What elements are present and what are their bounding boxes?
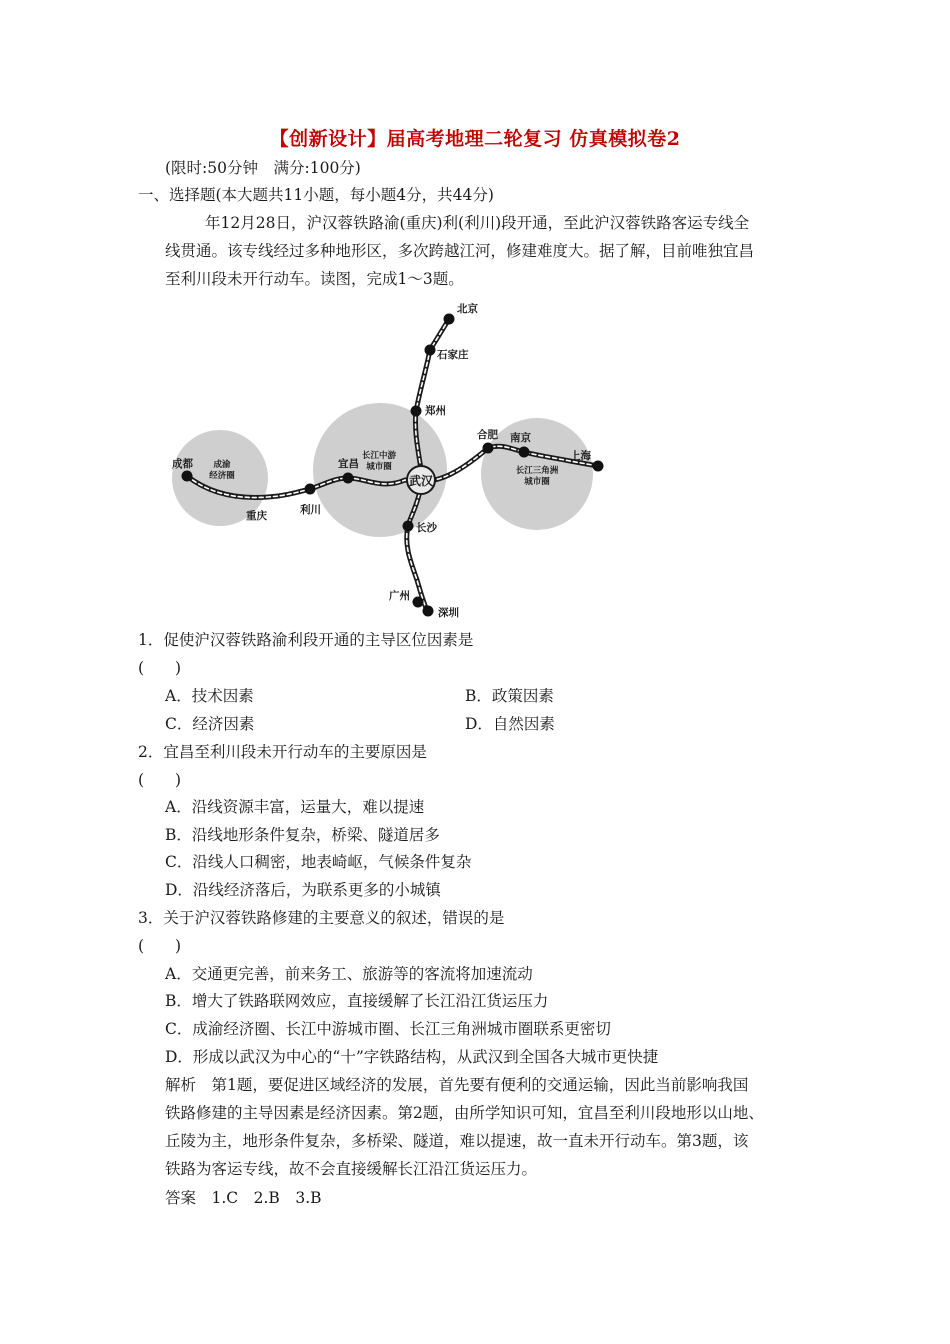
- intro-line: 至利川段未开行动车。读图，完成1～3题。: [165, 270, 464, 288]
- label-chengyu-region: 成渝: [213, 460, 231, 470]
- time-score-info: (限时:50分钟 满分:100分): [165, 159, 361, 177]
- label-wuhan: 武汉: [409, 474, 434, 488]
- label-chengdu: 成都: [172, 458, 193, 470]
- station-beijing-dot: [444, 314, 455, 325]
- page-title: 【创新设计】届高考地理二轮复习 仿真模拟卷2: [269, 128, 681, 150]
- railway-map: [160, 298, 610, 628]
- label-shanghai: 上海: [570, 450, 591, 462]
- question-3-option-b[interactable]: B．增大了铁路联网效应，直接缓解了长江沿江货运压力: [165, 992, 549, 1010]
- analysis-line: 铁路修建的主导因素是经济因素。第2题，由所学知识可知，宜昌至利川段地形以山地、: [165, 1104, 764, 1122]
- station-chengdu-dot: [182, 471, 193, 482]
- station-shanghai-dot: [593, 461, 604, 472]
- station-guangzhou-dot: [413, 597, 424, 608]
- station-nanjing-dot: [519, 447, 530, 458]
- station-shijiazhuang-dot: [425, 345, 436, 356]
- analysis-line: 丘陵为主，地形条件复杂，多桥梁、隧道，难以提速，故一直未开行动车。第3题，该: [165, 1132, 749, 1150]
- question-1-option-a[interactable]: A．技术因素: [165, 687, 254, 705]
- intro-line: 年12月28日，沪汉蓉铁路渝(重庆)利(利川)段开通，至此沪汉蓉铁路客运专线全: [205, 214, 750, 232]
- question-2-option-d[interactable]: D．沿线经济落后，为联系更多的小城镇: [165, 881, 441, 899]
- question-1-option-c[interactable]: C．经济因素: [165, 715, 255, 733]
- label-changsha: 长沙: [416, 522, 437, 534]
- label-changjiang-mid-region: 长江中游: [361, 451, 397, 461]
- station-zhengzhou-dot: [411, 406, 422, 417]
- label-zhengzhou: 郑州: [425, 405, 446, 417]
- label-delta-region: 城市圈: [524, 477, 550, 487]
- question-3-option-d[interactable]: D．形成以武汉为中心的“十”字铁路结构，从武汉到全国各大城市更快捷: [165, 1048, 659, 1066]
- question-3-answer-bracket[interactable]: ( ): [138, 937, 182, 955]
- question-3-stem: 3．关于沪汉蓉铁路修建的主要意义的叙述，错误的是: [138, 909, 505, 927]
- label-hefei: 合肥: [477, 429, 498, 441]
- label-guangzhou: 广州: [389, 590, 410, 602]
- question-2-option-a[interactable]: A．沿线资源丰富，运量大，难以提速: [165, 798, 425, 816]
- analysis-line: 解析 第1题，要促进区域经济的发展，首先要有便利的交通运输，因此当前影响我国: [165, 1076, 749, 1094]
- label-chengyu-region: 经济圈: [209, 471, 235, 481]
- question-3-option-c[interactable]: C．成渝经济圈、长江中游城市圈、长江三角洲城市圈联系更密切: [165, 1020, 611, 1038]
- question-1-option-b[interactable]: B．政策因素: [465, 687, 554, 705]
- question-2-stem: 2．宜昌至利川段未开行动车的主要原因是: [138, 743, 427, 761]
- label-chongqing: 重庆: [246, 510, 267, 522]
- station-hefei-dot: [483, 443, 494, 454]
- answer-key: 答案 1.C 2.B 3.B: [165, 1189, 322, 1207]
- question-2-option-c[interactable]: C．沿线人口稠密，地表崎岖，气候条件复杂: [165, 853, 472, 871]
- label-yichang: 宜昌: [338, 458, 359, 470]
- station-yichang-dot: [343, 473, 354, 484]
- label-shijiazhuang: 石家庄: [437, 349, 469, 361]
- station-changsha-dot: [403, 521, 414, 532]
- label-changjiang-mid-region: 城市圈: [366, 462, 392, 472]
- section-heading: 一、选择题(本大题共11小题，每小题4分，共44分): [138, 186, 494, 204]
- question-1-option-d[interactable]: D．自然因素: [465, 715, 555, 733]
- label-nanjing: 南京: [510, 432, 531, 444]
- label-beijing: 北京: [457, 303, 478, 315]
- label-shenzhen: 深圳: [438, 607, 459, 619]
- question-1-stem: 1．促使沪汉蓉铁路渝利段开通的主导区位因素是: [138, 631, 474, 649]
- intro-line: 线贯通。该专线经过多种地形区，多次跨越江河，修建难度大。据了解，目前唯独宜昌: [165, 242, 755, 260]
- station-shenzhen-dot: [423, 606, 434, 617]
- analysis-line: 铁路为客运专线，故不会直接缓解长江沿江货运压力。: [165, 1160, 538, 1178]
- station-lichuan-dot: [305, 484, 316, 495]
- question-2-option-b[interactable]: B．沿线地形条件复杂，桥梁、隧道居多: [165, 826, 440, 844]
- question-1-answer-bracket[interactable]: ( ): [138, 659, 182, 677]
- question-2-answer-bracket[interactable]: ( ): [138, 771, 182, 789]
- label-delta-region: 长江三角洲: [515, 466, 559, 476]
- question-3-option-a[interactable]: A．交通更完善，前来务工、旅游等的客流将加速流动: [165, 965, 533, 983]
- label-lichuan: 利川: [300, 504, 321, 516]
